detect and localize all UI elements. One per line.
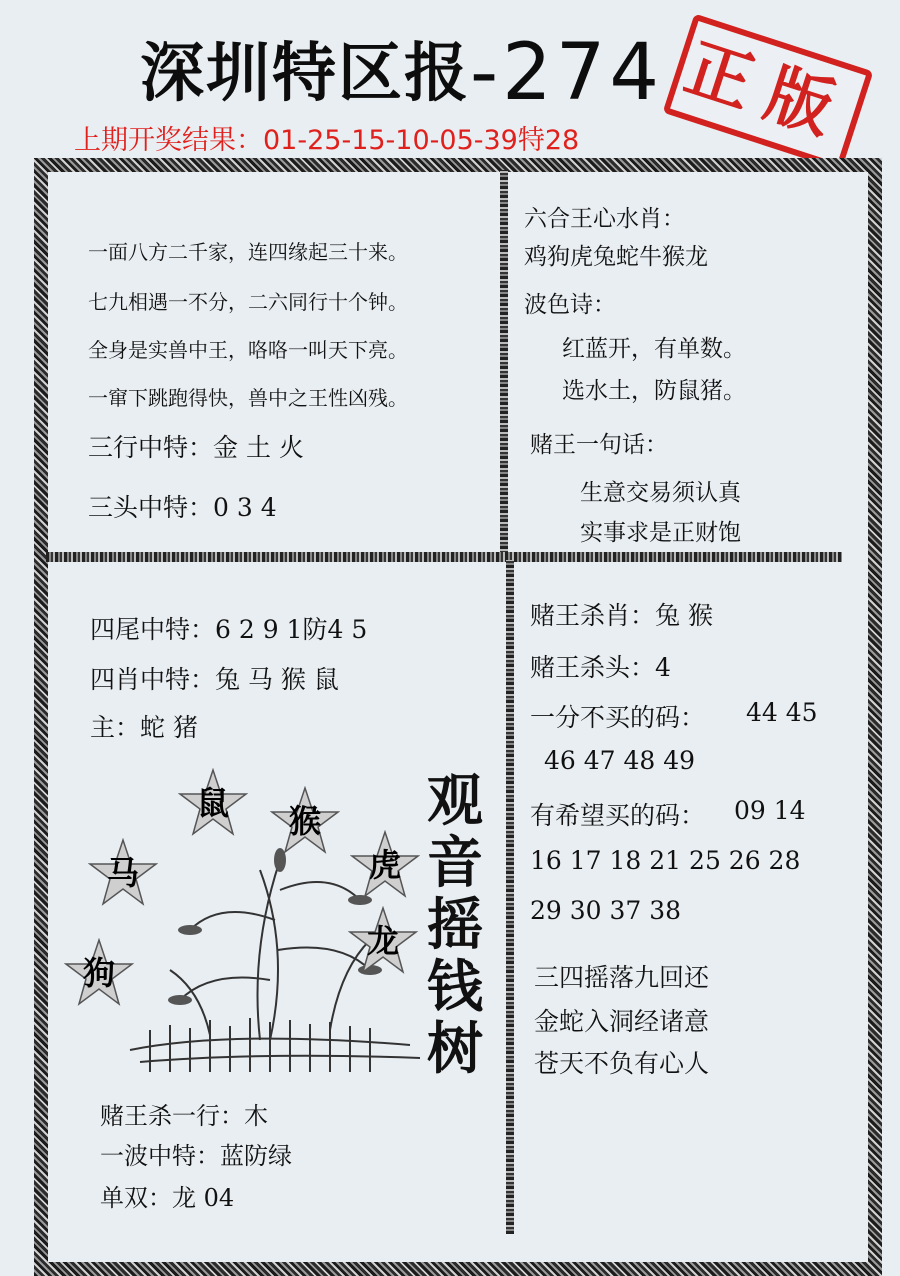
siwei-zhongte: 四尾中特：6 2 9 1防4 5 [90, 615, 368, 644]
sha-xiao: 赌王杀肖：兔 猴 [530, 601, 713, 630]
poem-line-2: 七九相遇一不分，二六同行十个钟。 [88, 290, 408, 314]
xiwang-label: 有希望买的码： [530, 801, 706, 830]
bumai-numbers-1: 44 45 [746, 698, 818, 727]
vertical-char: 观 [427, 768, 483, 834]
bose-label: 波色诗： [524, 292, 616, 318]
duwang-line-2: 实事求是正财饱 [580, 520, 741, 546]
issue-number: -274 [470, 28, 664, 118]
bose-line-1: 红蓝开，有单数。 [562, 336, 746, 362]
liuhe-value: 鸡狗虎兔蛇牛猴龙 [524, 244, 708, 270]
star-label: 猴 [288, 802, 321, 840]
duwang-label: 赌王一句话： [530, 432, 668, 458]
star-label: 马 [106, 854, 139, 892]
page-title [140, 22, 664, 118]
vertical-char: 音 [427, 830, 483, 896]
xiwang-numbers-1: 09 14 [734, 796, 806, 825]
star-label: 鼠 [196, 784, 229, 822]
closing-poem-3: 苍天不负有心人 [534, 1049, 710, 1078]
vertical-char: 钱 [427, 954, 483, 1020]
vertical-divider-bottom [506, 560, 514, 1234]
vertical-char: 摇 [427, 892, 483, 958]
vertical-title [420, 770, 490, 1080]
poem-line-3: 全身是实兽中王，咯咯一叫天下亮。 [88, 338, 408, 362]
authentic-stamp: 正版 [663, 13, 874, 170]
star-label: 虎 [368, 846, 401, 884]
closing-poem-2: 金蛇入洞经诸意 [534, 1007, 710, 1036]
vertical-char: 树 [427, 1016, 483, 1082]
sixiao-zhongte: 四肖中特：兔 马 猴 鼠 [90, 665, 339, 694]
santou-zhongte: 三头中特：0 3 4 [88, 493, 277, 522]
bumai-numbers-2: 46 47 48 49 [544, 746, 696, 775]
xiwang-numbers-3: 29 30 37 38 [530, 896, 682, 925]
vertical-divider-top [500, 170, 508, 558]
horizontal-divider [46, 552, 842, 562]
poem-line-1: 一面八方二千家，连四缘起三十来。 [88, 240, 408, 264]
closing-poem-1: 三四摇落九回还 [534, 963, 710, 992]
bose-line-2: 选水土，防鼠猪。 [562, 378, 746, 404]
dan-shuang: 单双：龙 04 [100, 1184, 235, 1212]
last-result: 上期开奖结果：01-25-15-10-05-39特28 [74, 125, 580, 156]
sha-tou: 赌王杀头：4 [530, 653, 671, 682]
sha-yixing: 赌王杀一行：木 [100, 1102, 268, 1130]
star-hou [270, 786, 340, 856]
star-shu [178, 768, 248, 838]
duwang-line-1: 生意交易须认真 [580, 480, 741, 506]
xiwang-numbers-2: 16 17 18 21 25 26 28 [530, 846, 801, 875]
star-hu [350, 830, 420, 900]
bumai-label: 一分不买的码： [530, 703, 706, 732]
sanxing-zhongte: 三行中特：金 土 火 [88, 433, 304, 462]
star-long [348, 906, 418, 976]
zhu-xiao: 主：蛇 猪 [90, 713, 198, 742]
star-ma [88, 838, 158, 908]
yibo-zhongte: 一波中特：蓝防绿 [100, 1142, 292, 1170]
star-label: 龙 [366, 922, 399, 960]
poem-line-4: 一窜下跳跑得快，兽中之王性凶残。 [88, 386, 408, 410]
star-gou [64, 938, 134, 1008]
title-text: 深圳特区报 [140, 37, 470, 111]
star-label: 狗 [82, 954, 115, 992]
liuhe-label: 六合王心水肖： [524, 206, 685, 232]
